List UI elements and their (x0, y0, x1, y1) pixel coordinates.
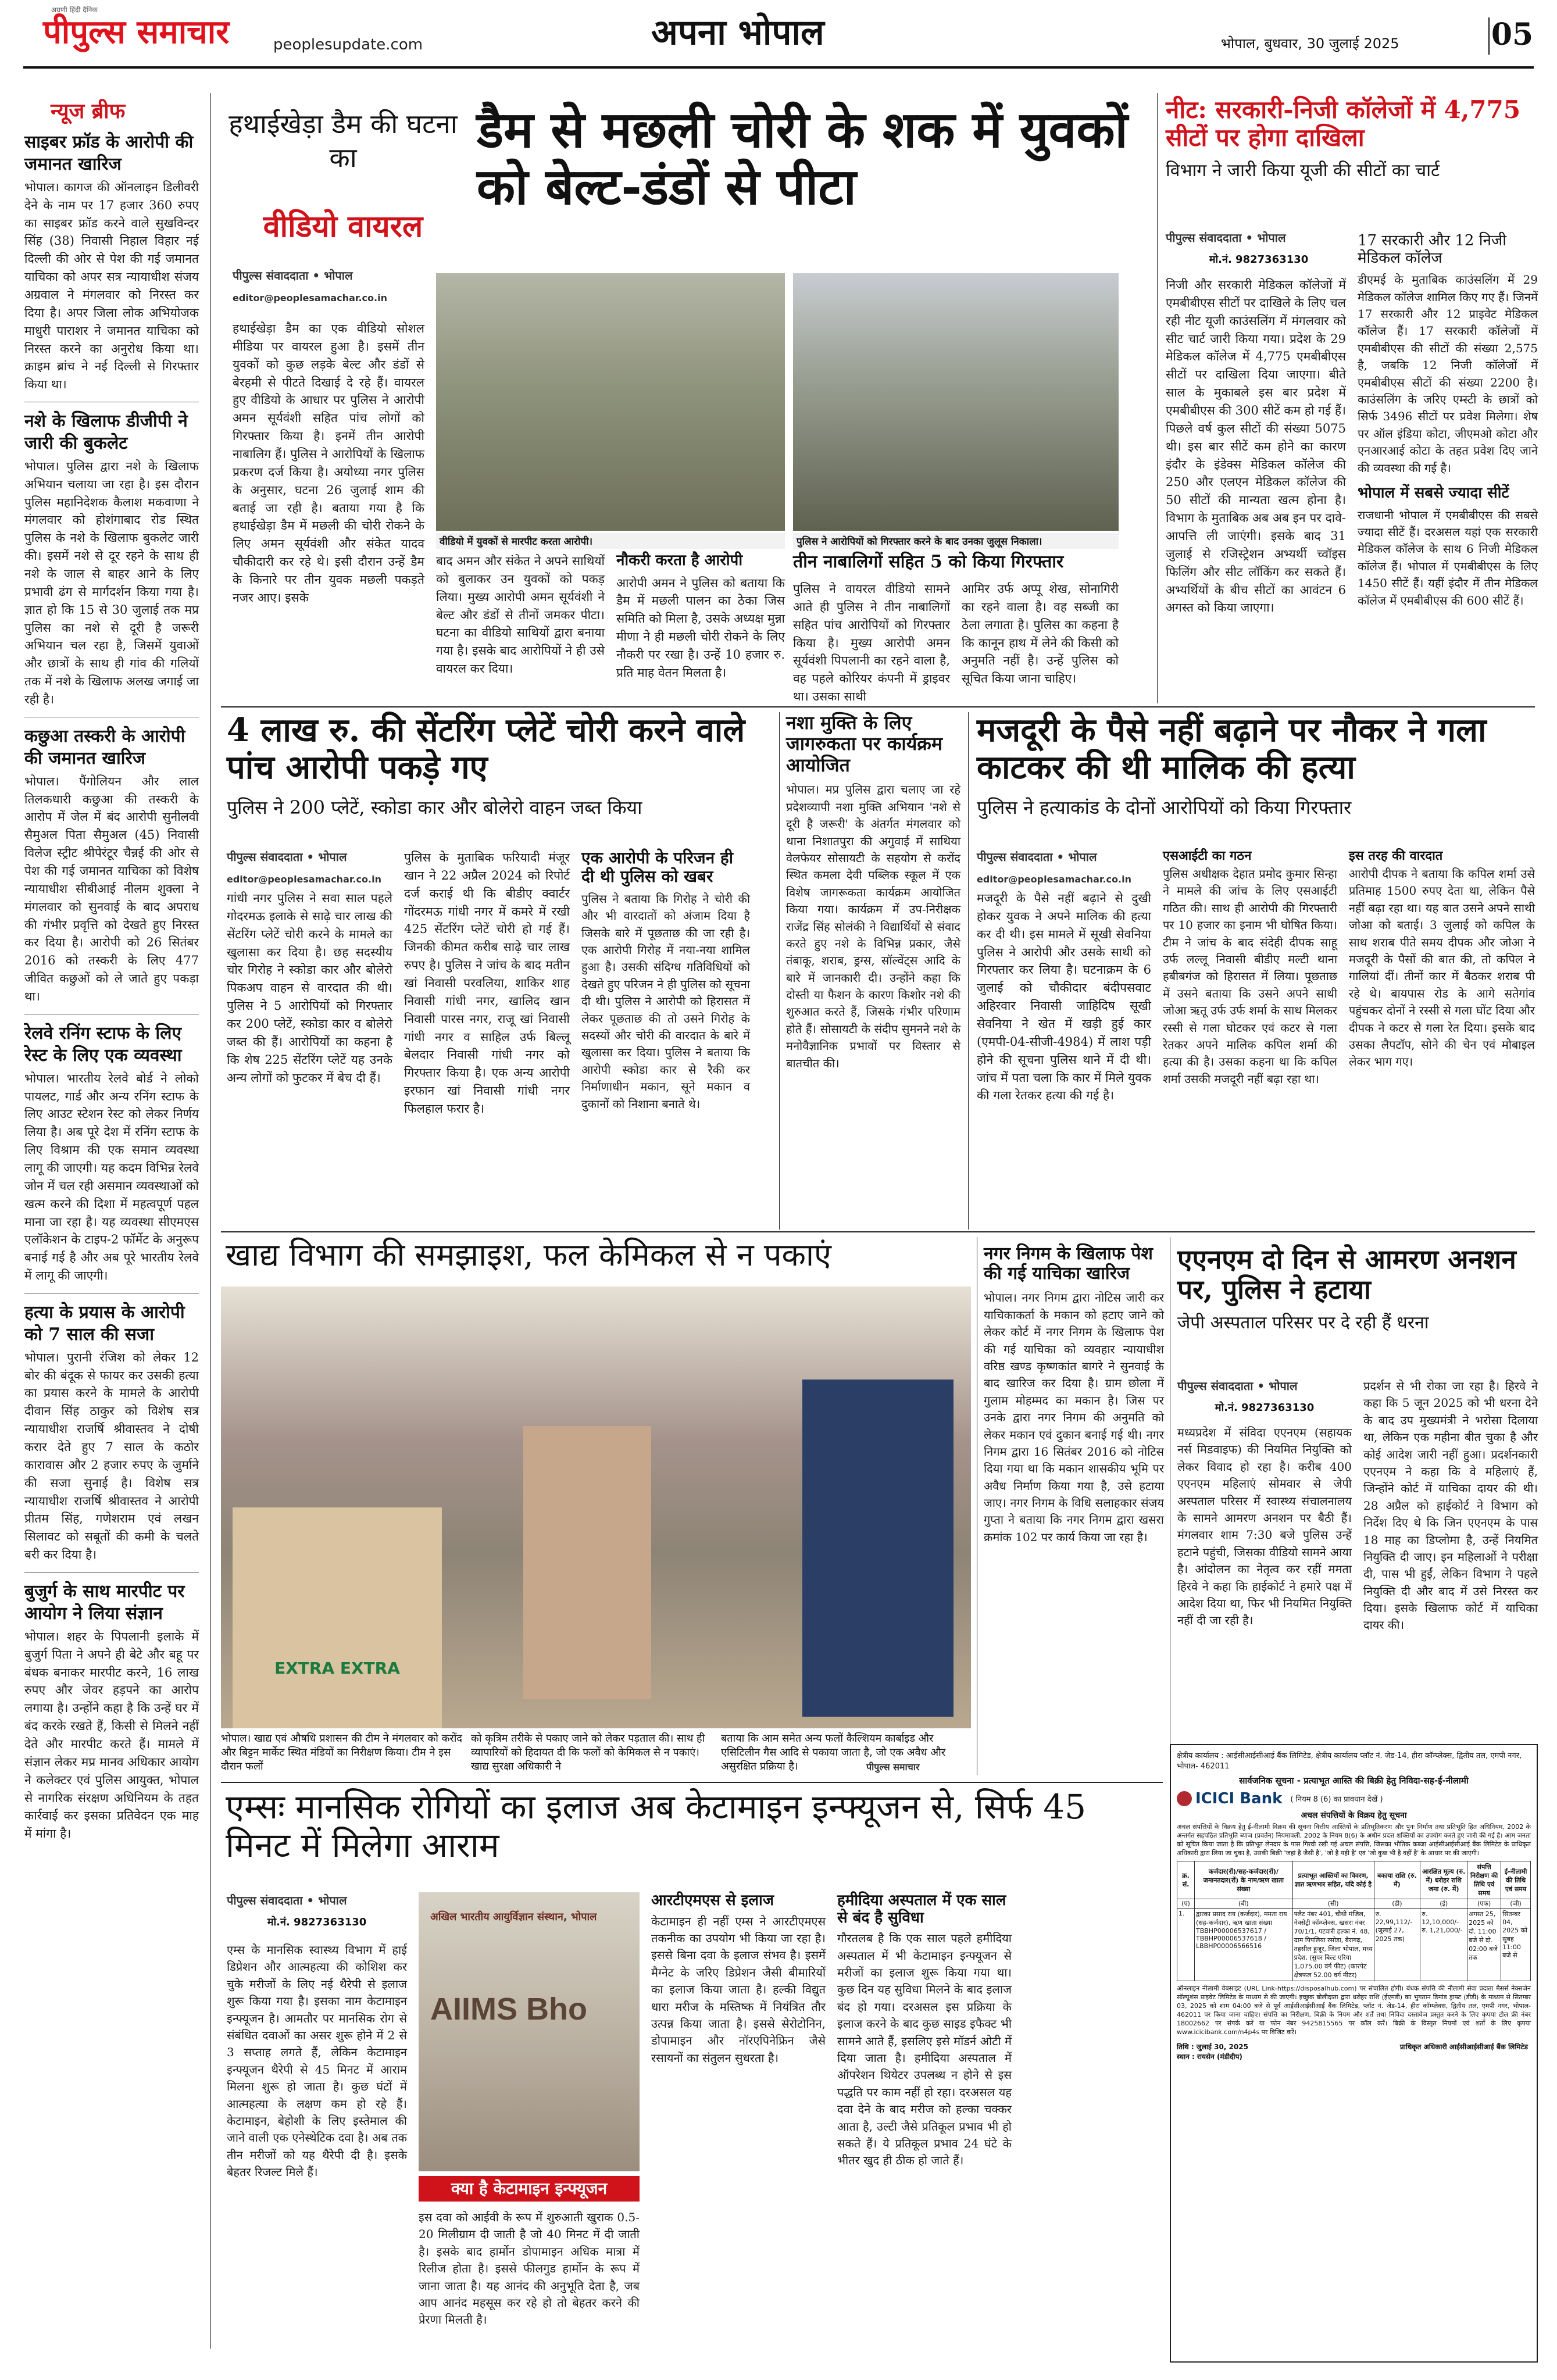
brief-body: भोपाल। शहर के पिपलानी इलाके में बुजुर्ग पिता ने अपने ही बेटे और बहू पर बंधक बनाकर मारपीट करने, 16 लाख रुपए और जेवर हड़पने का आरोप लगाया है। उन्होंने कहा है कि उन्हें घर में बंद करके रखते हैं, किसी से मिलने नहीं देते और मारपीट करते हैं। मामले में संज्ञान लेकर मप्र मानव अधिकार आयोग ने कलेक्टर एवं पुलिस आयुक्त, भोपाल से नागरिक संरक्षण अधिनियम के तहत कार्रवाई कर इसका प्रतिवेदन एक माह में मांगा है। (24, 1629, 199, 1841)
byline (233, 267, 424, 303)
byline-place: भोपाल (318, 850, 347, 864)
photo-aiims-building (419, 1892, 640, 2171)
section-rule (221, 1231, 1535, 1232)
subhead-block (581, 849, 750, 1113)
column-rule (968, 712, 969, 1230)
story-subhead: तीन नाबालिगों सहित 5 को किया गिरफ्तार (793, 552, 1064, 572)
story-servant-murder (977, 712, 1538, 1230)
story-text: गौरतलब है कि एक साल पहले हमीदिया अस्पताल में भी केटामाइन इन्फ्यूजन से मरीजों का इलाज शुरू किया गया था। कुछ दिन यह सुविधा मिलने के बाद इलाज बंद हो गया। दरअसल इस प्रक्रिया के इलाज करने के बाद कुछ साइड इफैक्ट भी सामने आते हैं, इसलिए इसे मॉडर्न ओटी में दिया जाता है। हमीदिया अस्पताल में ऑपरेशन थियेटर उपलब्ध न होने से इस पद्धति पर काम नहीं हो रहा। दरअसल यह दवा देने के बाद मरीज को हल्का चक्कर आता है, उल्टी जैसे प्रतिकूल प्रभाव भी हो सकते हैं। ये प्रतिकूल प्रभाव 24 घंटे के भीतर खुद ही ठीक हो जाते हैं। (837, 1931, 1012, 2168)
story-deck: पुलिस ने 200 प्लेटें, स्कोडा कार और बोलेरो वाहन जब्त किया (227, 796, 642, 819)
subhead-block (1163, 849, 1337, 1088)
news-brief-column (24, 96, 199, 2357)
photo-credit: पीपुल्स समाचार (866, 1761, 920, 1773)
story-headline: नगर निगम के खिलाफ पेश की गई याचिका खारिज (984, 1243, 1153, 1284)
brief-item (24, 131, 199, 394)
brief-title: कछुआ तस्करी के आरोपी की जमानत खारिज (24, 726, 185, 769)
story-text-col: मजदूरी के पैसे नहीं बढ़ाने से दुखी होकर युवक ने अपने मालिक की हत्या कर दी थी। इस मामले में सूखी सेवनिया पुलिस ने आरोपी और उसके साथी को गिरफ्तार कर लिया है। घटनाक्रम के 6 जुलाई को चौकीदार बंदीपसवाट अहिरवार निवासी जाहिदिष सूखी सेवनिया ने खेत में खड़ी हुई कार (एमपी-04-सीजी-4984) में लाश पड़ी होने की सूचना पुलिस थाने में दी थी। जांच में पता चला कि कार में मिले युवक की गला रेतकर हत्या की गई है। (977, 891, 1151, 1103)
byline-author: पीपुल्स संवाददाता • भोपाल (1166, 231, 1286, 245)
website-url[interactable]: peoplesupdate.com (273, 36, 423, 53)
table-header-cell: ई-नीलामी की तिथि एवं समय (1501, 1861, 1531, 1899)
story-aiims-ketamine (221, 1788, 1163, 2363)
story-anm-strike (1177, 1244, 1538, 1773)
brief-item (24, 1581, 199, 1843)
byline-name: पीपुल्स संवाददाता (1177, 1379, 1254, 1393)
photo-video-still (436, 273, 785, 531)
story-text: डीएमई के मुताबिक काउंसलिंग में 29 मेडिकल कॉलेज शामिल किए गए हैं। जिनमें 17 सरकारी और 12 प्राइवेट मेडिकल कॉलेज हैं। 17 सरकारी कॉलेजों में एमबीबीएस की सीटों की संख्या 2,575 है, जबकि 12 निजी कॉलेजों में एमबीबीएस सीटों की संख्या 2200 है। काउंसलिंग के जरिए एम्स्टी के छात्रों को सिर्फ 3496 सीटों पर प्रवेश मिलेगा। शेष पर ऑल इंडिया कोटा, जीएमओ कोटा और एनआरआई कोटा के तहत प्रवेश दिए जाने की व्यवस्था की गई है। (1358, 273, 1538, 475)
brief-item (24, 1023, 199, 1285)
story-subhead: भोपाल में सबसे ज्यादा सीटें (1358, 484, 1509, 502)
byline-mobile: मो.नं. 9827363130 (1209, 253, 1309, 266)
notice-title: सार्वजनिक सूचना - प्रत्याभूत आस्ति की बिक्री हेतु निविदा-सह-ई-नीलामी (1239, 1775, 1469, 1786)
table-cell: फ्लैट नंबर 401, चौथी मंजिल, नेक्सेट्री कॉम्प्लेक्स, खसरा नंबर 70/1/1, पटवारी हल्का नं. 48, ग्राम पिपलिया रसोडा, बैरागढ़, तहसील हुजूर, जिला भोपाल, मध्य प्रदेश, (सुपर बिल्ट एरिया 1,075.00 वर्ग फीट) (कारपेट क्षेत्रफल 52.00 वर्ग मीटर) (1292, 1909, 1374, 1981)
table-cell: रु. 22,99,112/- (जुलाई 27, 2025 तक) (1374, 1909, 1420, 1981)
story-neet-seats (1166, 96, 1538, 703)
bank-name: ICICI Bank (1195, 1790, 1283, 1808)
story-text: भोपाल। मप्र पुलिस द्वारा चलाए जा रहे प्रदेशव्यापी नशा मुक्ति अभियान 'नशे से दूरी है जरूरी' के अंतर्गत मंगलवार को थाना निशातपुरा की अगुवाई में साथिया वेलफेयर सोसायटी के सहयोग से करोंद स्थित कमला देवी पब्लिक स्कूल में एक विशेष जागरूकता कार्यक्रम आयोजित किया गया। कार्यक्रम में उप-निरीक्षक राजेंद्र सिंह सोलंकी ने विद्यार्थियों से संवाद करते हुए नशे के विभिन्न प्रकार, जैसे तंबाकू, शराब, ड्रग्स, सॉल्वेंट्स आदि के बारे में जानकारी दी। उन्होंने कहा कि दोस्ती या फैशन के कारण किशोर नशे की शुरुआत करते हैं, जिसके गंभीर परिणाम होते हैं। सोसायटी के संदीप सुमनने नशे के मनोवैज्ञानिक प्रभावों पर विस्तार से बातचीत की। (786, 782, 960, 1070)
dateline: भोपाल, बुधवार, 30 जुलाई 2025 (1221, 35, 1399, 52)
brief-title: रेलवे रनिंग स्टाफ के लिए रेस्ट के लिए एक व्यवस्था (24, 1023, 182, 1066)
column-rule (1170, 1237, 1171, 1775)
table-cell: (बी) (1195, 1899, 1293, 1909)
notice-signoff (1177, 2042, 1531, 2061)
story-text: आरोपी अमन ने पुलिस को बताया कि डैम में मछली पालन का ठेका जिस समिति को मिला है, उसके अध्यक्ष मुन्ना मीणा ने ही मछली चोरी रोकने के लिए नौकरी पर रखा है। उन्हें 10 हजार रु. प्रति माह वेतन मिलता है। (616, 576, 785, 680)
notice-subtitle: अचल संपत्तियों के विक्रय हेतु सूचना (1301, 1811, 1407, 1821)
column-rule (977, 1237, 978, 1775)
notice-date: तिथि : जुलाई 30, 2025 (1177, 2042, 1248, 2051)
table-cell: 1. (1177, 1909, 1195, 1981)
byline-name: पीपुल्स संवाददाता (1166, 231, 1242, 245)
photo-fruit-inspection (221, 1287, 971, 1728)
byline (227, 849, 401, 885)
brief-title: नशे के खिलाफ डीजीपी ने जारी की बुकलेट (24, 411, 188, 454)
story-text-col: आमिर उर्फ अप्पू शेख, सोनागिरी का रहने वाला है। वह सब्जी का ठेला लगाता है। पुलिस का कहना है कि कानून हाथ में लेने की किसी को अनुमति नहीं है। उन्हें पुलिस को सूचित किया जाना चाहिए। (962, 582, 1119, 686)
notice-intro: अचल संपत्तियों के विक्रय हेतु ई-नीलामी विक्रय की सूचना वित्तीय आस्तियों के प्रतिभूतिकरण और पुनः निर्माण तथा प्रतिभूति हित अधिनियम, 2002 के अन्तर्गत सहपठित प्रतिभूति ब्याज (प्रवर्तन) नियमावली, 2002 के नियम 8(6) के अधीन प्रदत्त शक्तियों का उपयोग करते हुए जारी की गई है। आम जनता को सूचित किया जाता है कि प्रतिभूत लेनदार के पास गिरवी रखी गई अचल संपत्ति, जिसका भौतिक कब्जा आईसीआईसीआई बैंक लिमिटेड के प्राधिकृत अधिकारी द्वारा लिया जा चुका है, उसकी बिक्री 'जहां है जैसी है', 'जो है यही है' एवं 'जो कुछ भी है वहीं है' के आधार पर की जाएगी। (1177, 1823, 1531, 1857)
byline-place: भोपाल (318, 1893, 347, 1907)
table-cell: रु. 12,10,000/- रु. 1,21,000/- (1420, 1909, 1467, 1981)
brief-body: भोपाल। पुलिस द्वारा नशे के खिलाफ अभियान चलाया जा रहा है। इस दौरान पुलिस महानिदेशक कैलाश मकवाणा ने मंगलवार को होशंगाबाद रोड स्थित पुलिस के नशे के खिलाफ बुकलेट जारी की। इसमें नशे से दूर रहने के साथ ही नशे के जाल से बाहर आने के लिए प्रभावी ढंग से मार्गदर्शन किया गया है। ज्ञात हो कि 15 से 30 जुलाई तक मप्र पुलिस का नशे से दूरी है जरूरी अभियान चल रहा है, जिसमें युवाओं और छात्रों के साथ ही गांव की गलियों तक में नशे के खिलाफ अलख जगाई जा रही है। (24, 459, 199, 707)
news-brief-label: न्यूज ब्रीफ (51, 99, 126, 123)
story-subhead: एसआईटी का गठन (1163, 848, 1252, 863)
section-title-text: अपना भोपाल (651, 12, 824, 53)
byline-author: पीपुल्स संवाददाता • भोपाल (233, 269, 353, 283)
table-index-row (1177, 1899, 1531, 1909)
masthead-rule (23, 66, 1534, 69)
byline-email[interactable]: editor@peoplesamachar.co.in (977, 874, 1131, 885)
table-header-cell: प्रत्याभूत आस्तियों का विवरण, ज्ञात ऋणभार सहित, यदि कोई है (1292, 1861, 1374, 1899)
table-cell: (जी) (1501, 1899, 1531, 1909)
story-text-col: गांधी नगर पुलिस ने सवा साल पहले गोदरमऊ इलाके से साढ़े चार लाख की सेंटरिंग प्लेटें चोरी करने के मामले का खुलासा कर दिया है। छह सदस्यीय चोर गिरोह ने स्कोडा कार और बोलेरो पिकअप वाहन से वारदात की थी। पुलिस ने 5 आरोपियों को गिरफ्तार कर 200 प्लेटें, स्कोडा कार व बोलेरो जब्त की हैं। आरोपियों का कहना है कि शेष 225 सेंटरिंग प्लेटें यह उनके अन्य लोगों को फुटकर में बेच दी हैं। (227, 891, 392, 1085)
brief-body: भोपाल। पुरानी रंजिश को लेकर 12 बोर की बंदूक से फायर कर उसकी हत्या का प्रयास करने के मामले के आरोपी दीवान सिंह ठाकुर को विशेष सत्र न्यायाधीश राजर्षि श्रीवास्तव ने दोषी करार देते हुए 7 साल के कठोर कारावास और 2 हजार रुपए के जुर्माने की सजा सुनाई है। विशेष सत्र न्यायाधीश राजर्षि श्रीवास्तव ने आरोपी प्रीतम सिंह, गणेशराम एवं लखन सिलावट को सबूतों की कमी के चलते बरी कर दिया है। (24, 1350, 199, 1562)
photo-caption: पुलिस ने आरोपियों को गिरफ्तार करने के बाद उनका जुलूस निकाला। (793, 533, 1119, 549)
story-headline: नशा मुक्ति के लिए जागरुकता पर कार्यक्रम आयोजित (786, 712, 942, 776)
story-subhead: इस तरह की वारदात (1349, 848, 1443, 863)
brief-title: बुजुर्ग के साथ मारपीट पर आयोग ने लिया संज्ञान (24, 1581, 185, 1624)
table-header-cell: आरक्षित मूल्य (रु. में) धरोहर राशि जमा (रु. में) (1420, 1861, 1467, 1899)
brief-body: भोपाल। कागज की ऑनलाइन डिलीवरी देने के नाम पर 17 हजार 360 रुपए का साइबर फ्रॉड करने वाले सुखविन्दर सिंह (38) निवासी निहाल विहार नई दिल्ली की ओर से पेश की गई जमानत याचिका को अपर सत्र न्यायाधीश संजय अग्रवाल ने मंगलवार को निरस्त कर दिया है। अपर जिला लोक अभियोजक माधुरी पाराशर ने जमानत याचिका को निरस्त करने का अनुरोध किया था। क्राइम ब्रांच ने नई दिल्ली से गिरफ्तार किया था। (24, 180, 199, 392)
byline-place: भोपाल (1269, 1379, 1298, 1393)
story-food-dept (221, 1237, 971, 1775)
newspaper-logo: पीपुल्स समाचार (43, 13, 230, 51)
notice-place: स्थान : रायसेन (मंडीदीप) (1177, 2052, 1242, 2061)
photo-caption: वीडियो में युवकों से मारपीट करता आरोपी। (436, 533, 785, 549)
byline-author: पीपुल्स संवाददाता • भोपाल (977, 850, 1097, 864)
byline-place: भोपाल (1257, 231, 1286, 245)
story-headline: डैम से मछली चोरी के शक में युवकों को बेल्ट-डंडों से पीटा (477, 101, 1128, 217)
inspector-figure (802, 1380, 954, 1717)
story-subhead: हमीदिया अस्पताल में एक साल से बंद है सुविधा (837, 1892, 1006, 1927)
story-text: पुलिस अधीक्षक देहात प्रमोद कुमार सिन्हा ने मामले की जांच के लिए एसआईटी गठित की। साथ ही आरोपी की गिरफ्तारी पर 10 हजार का इनाम भी घोषित किया। टीम ने जांच के बाद संदेही दीपक साहू उर्फ लल्लू निवासी बीडीए मल्टी थाना हबीबगंज को हिरासत में लिया। पूछताछ में उसने बताया कि उसने अपने साथी जोआ ऋतू उर्फ उर्फ शर्मा के साथ मिलकर रस्सी से गला घोटकर एवं कटर से गला रेतकर अपने मालिक कपिल शर्मा की हत्या की है। उसका कहना था कि कपिल शर्मा उसकी मजदूरी नहीं बढ़ा रहा था। (1163, 867, 1337, 1086)
table-header-row (1177, 1861, 1531, 1899)
story-centering-plates (221, 712, 756, 1230)
story-kicker: हथाईखेड़ा डैम की घटना का (228, 108, 458, 173)
brief-list (24, 131, 199, 1843)
table-header-cell: कर्जदार(रों)/सह-कर्जदार(रों)/ जमानतदार(रों) के नाम/ऋण खाता संख्या (1195, 1861, 1293, 1899)
brief-item (24, 1302, 199, 1564)
table-cell: द्वारका प्रसाद राय (कर्जदार), ममता राय (सह-कर्जदार), ऋण खाता संख्या TBBHP00006537617 / TBBHP00006537618 / LBBHP00006566516 (1195, 1909, 1293, 1981)
byline-name: पीपुल्स संवाददाता (227, 1893, 303, 1907)
story-deck: पुलिस ने हत्याकांड के दोनों आरोपियों को किया गिरफ्तार (977, 796, 1352, 819)
notice-footer: ऑनलाइन नीलामी वेबसाइट (URL Link-https://disposalhub.com) पर संचालित होगी। बंधक संपत्ति की नीलामी सेवा प्रदाता मैसर्स नेक्सजेन सॉल्यूशंस प्राइवेट लिमिटेड के माध्यम से की जाएगी। इच्छुक बोलीदाता द्वारा धरोहर राशि (ईएमडी) का भुगतान डिमांड ड्राफ्ट (डीडी) के माध्यम से सितम्बर 03, 2025 को शाम 04:00 बजे से पूर्व आईसीआईसीआई बैंक लिमिटेड, प्लॉट नं. जेड-14, हीरा कॉम्प्लेक्स, द्वितीय तल, एमपी नगर, भोपाल- 462011 पर किया जाना चाहिए। संपत्ति का निरीक्षण, बिक्री के नियम और शर्तें तथा निविदा दस्तावेज प्रस्तुत करने के लिए कृपया टोल फ्री नंबर 18002662 पर संपर्क करें या फोन नंबर 9425815565 पर कॉल करें। बिक्री के विस्तृत नियमों एवं शर्तों के लिए कृपया www.icicibank.com/n4p4s पर विजिट करें। (1177, 1985, 1531, 2036)
aiims-sign: AIIMS Bho (430, 1992, 587, 2027)
photo-arrest-procession (793, 273, 1119, 531)
icici-logo (1177, 1790, 1282, 1807)
byline-name: पीपुल्स संवाददाता (233, 269, 309, 283)
byline-mobile: मो.नं. 9827363130 (1215, 1402, 1315, 1414)
icici-logo-icon (1177, 1791, 1192, 1806)
byline-author: पीपुल्स संवाददाता • भोपाल (1177, 1379, 1298, 1393)
table-cell: अगस्त 25, 2025 को दो. 11:00 बजे से दो. 02:00 बजे तक (1467, 1909, 1501, 1981)
brief-title: साइबर फ्रॉड के आरोपी की जमानत खारिज (24, 132, 194, 175)
icici-auction-notice (1170, 1744, 1538, 2363)
section-rule (221, 706, 1535, 707)
story-text: भोपाल। नगर निगम द्वारा नोटिस जारी कर याचिकाकर्ता के मकान को हटाए जाने को लेकर कोर्ट में नगर निगम के खिलाफ पेश की गई याचिका को व्यवहार न्यायाधीश वरिष्ठ खण्ड कृष्णकांत बागरे ने सुनवाई के बाद खारिज कर दिया है। ग्राम छोला में गुलाम मोहम्मद का मकान है। जिस पर उनके द्वारा नगर निगम की अनुमति को लेकर मकान एवं दुकान बनाई गई थी। नगर निगम द्वारा 16 सितंबर 2016 को नोटिस दिया गया था कि मकान शासकीय भूमि पर अवैध निर्माण किया गया है, उसे हटाया जाए। नगर निगम के विधि सलाहकार संजय गुप्ता ने बताया कि नगर निगम द्वारा खसरा क्रमांक 102 पर कार्य किया जा रहा है। (984, 1291, 1164, 1544)
divider (24, 1572, 199, 1573)
photo-caption: को कृत्रिम तरीके से पकाए जाने को लेकर पड़ताल की। साथ ही व्यापारियों को हिदायत दी कि फलों को केमिकल से न पकाएं। खाद्य सुरक्षा अधिकारी ने (471, 1732, 705, 1773)
story-text: राजधानी भोपाल में एमबीबीएस की सबसे ज्यादा सीटें हैं। दरअसल यहां एक सरकारी मेडिकल कॉलेज के साथ 6 निजी मेडिकल कॉलेज हैं। भोपाल में एमबीबीएस के लिए 1450 सीटें हैं। यहीं इंदौर में तीन मेडिकल कॉलेज में एमबीबीएस की 600 सीटें हैं। (1358, 508, 1538, 607)
story-nagar-nigam (984, 1244, 1164, 1773)
info-box-title: क्या है केटामाइन इन्फ्यूजन (419, 2176, 640, 2202)
story-dam-assault (221, 96, 1151, 703)
story-text-col: बाद अमन और संकेत ने अपने साथियों को बुलाकर उन युवकों को पकड़ लिया। मुख्य आरोपी अमन सूर्यवंशी ने बेल्ट और डंडों से तीनों जमकर पीटा। घटना का वीडियो साथियों द्वारा बनाया गया है। इसके बाद आरोपियों ने ही उसे वायरल कर दिया। (436, 554, 605, 676)
byline-mobile: मो.नं. 9827363130 (267, 1916, 367, 1928)
brief-body: भोपाल। भारतीय रेलवे बोर्ड ने लोको पायलट, गार्ड और अन्य रनिंग स्टाफ के लिए आउट स्टेशन रेस्ट को लेकर निर्णय लिया है। अब पूरे देश में रनिंग स्टाफ के लिए विश्राम की एक समान व्यवस्था लागू की जाएगी। यह कदम विभिन्न रेलवे जोन में चल रही असमान व्यवस्थाओं को खत्म करने की दिशा में महत्वपूर्ण पहल माना जा रहा है। यह व्यवस्था सीएमएस एलॉकेशन के टाइप-2 फॉर्मेट के अनुरूप बनाई गई है और अब पूरे भारतीय रेलवे में लागू की जाएगी। (24, 1071, 199, 1283)
notice-date-place (1177, 2042, 1248, 2061)
story-headline: नीट: सरकारी-निजी कॉलेजों में 4,775 सीटों पर होगा दाखिला (1166, 95, 1521, 152)
column-rule (1157, 93, 1158, 703)
crate-label: EXTRA EXTRA (274, 1659, 400, 1678)
story-text-col: इस दवा को आईवी के रूप में शुरुआती खुराक 0.5-20 मिलीग्राम दी जाती है जो 40 मिनट में दी जाती है। इसके बाद हार्मोन डोपामाइन अधिक मात्रा में रिलीज होता है। इससे फीलगुड हार्मोन के रूप में जाना जाता है। यह आनंद की अनुभूति देता है, जब आप आनंद महसूस कर रहे हो तो बेहतर करने की प्रेरणा मिलती है। (419, 2210, 640, 2327)
story-text-col: एम्स के मानसिक स्वास्थ्य विभाग में हाई डिप्रेशन और आत्महत्या की कोशिश कर चुके मरीजों के लिए नई थैरेपी से इलाज शुरू किया गया है। इसका नाम केटामाइन इन्फ्यूजन है। आमतौर पर मानसिक रोग से संबंधित दवाओं का असर शुरू होने में 2 से 3 सप्ताह लगते हैं, लेकिन केटामाइन इन्फ्यूजन थैरेपी से 45 मिनट में आराम मिलना शुरू हो जाता है। कुछ घंटों में आत्महत्या के लक्षण कम हो रहे हैं। केटामाइन, बेहोशी के लिए इस्तेमाल की जाने वाली एक एनेस्थेटिक दवा है। अब तक तीन मरीजों को यह थैरेपी दी है। इसके बेहतर रिजल्ट मिले हैं। (227, 1943, 407, 2179)
story-subhead: आरटीएमएस से इलाज (651, 1892, 774, 1909)
brief-item (24, 726, 199, 1006)
brief-item (24, 410, 199, 709)
brief-title: हत्या के प्रयास के आरोपी को 7 साल की सजा (24, 1302, 185, 1345)
byline-place: भोपाल (1068, 850, 1097, 864)
photo-caption: भोपाल। खाद्य एवं औषधि प्रशासन की टीम ने मंगलवार को करोंद और बिट्टन मार्केट स्थित मंडियों का निरीक्षण किया। टीम ने इस दौरान फलों (221, 1732, 462, 1773)
story-text-col: पुलिस ने वायरल वीडियो सामने आते ही पुलिस ने तीन नाबालिगों सहित पांच आरोपियों को गिरफ्तार किया है। मुख्य आरोपी अमन सूर्यवंशी पिपलानी का रहने वाला है, वह पहले कोरियर कंपनी में ड्राइवर था। उसका साथी (793, 582, 950, 704)
story-headline: एम्सः मानसिक रोगियों का इलाज अब केटामाइन इन्फ्यूजन से, सिर्फ 45 मिनट में मिलेगा आराम (226, 1787, 1087, 1866)
story-headline: एएनएम दो दिन से आमरण अनशन पर, पुलिस ने हटाया (1177, 1243, 1516, 1306)
byline-name: पीपुल्स संवाददाता (227, 850, 303, 864)
table-header-cell: बकाया राशि (रु. में) (1374, 1861, 1420, 1899)
masthead-tagline: अग्रणी हिंदी दैनिक (51, 6, 98, 14)
table-cell: (एफ) (1467, 1899, 1501, 1909)
subhead-block (616, 552, 785, 682)
story-subhead: एक आरोपी के परिजन ही दी थी पुलिस को खबर (581, 848, 734, 886)
byline (1177, 1378, 1352, 1414)
table-header-cell: संपत्ति निरीक्षण की तिथि एवं समय (1467, 1861, 1501, 1899)
fruit-crates (233, 1507, 442, 1728)
byline-email[interactable]: editor@peoplesamachar.co.in (233, 292, 387, 303)
subhead-block (793, 552, 1119, 704)
story-text-col: मध्यप्रदेश में संविदा एएनएम (सहायक नर्स मिडवाइफ) की नियमित नियुक्ति को लेकर विवाद हो रहा है। करीब 400 एएनएम महिलाएं सोमवार से जेपी अस्पताल परिसर में स्वास्थ्य संचालनालय के सामने आमरण अनशन पर बैठी हैं। मंगलवार शाम 7:30 बजे पुलिस उन्हें हटाने पहुंची, जिसका वीडियो सामने आया है। आंदोलन का नेतृत्व कर रहीं ममता हिरवे ने कहा कि हाईकोर्ट ने हमारे पक्ष में आदेश दिया था, फिर भी नियमित नियुक्ति नहीं दी जा रही है। (1177, 1425, 1352, 1628)
column-rule (779, 712, 780, 1230)
auction-table (1177, 1861, 1531, 1981)
story-text-col: प्रदर्शन से भी रोका जा रहा है। हिरवे ने कहा कि 5 जून 2025 को भी धरना देने के बाद उप मुख्यमंत्री ने भरोसा दिलाया था, लेकिन एक महीना बीत चुका है और कोई आदेश जारी नहीं हुआ। प्रदर्शनकारी एएनएम ने कहा कि वे महिलाएं हैं, जिन्होंने कोर्ट में याचिका दायर की थी। 28 अप्रैल को हाईकोर्ट ने विभाग को निर्देश दिए थे कि जिन एएनएम के पास 18 माह का डिप्लोमा है, उन्हें नियमित नियुक्ति दी जाए। इन महिलाओं ने परीक्षा दी, पास भी हुईं, लेकिन विभाग ने पहले नियुक्ति दी और बाद में उसे निरस्त कर दिया। इसके खिलाफ कोर्ट में याचिका दायर की। (1363, 1379, 1538, 1632)
masthead (0, 0, 1557, 69)
byline-name: पीपुल्स संवाददाता (977, 850, 1053, 864)
byline-author: पीपुल्स संवाददाता • भोपाल (227, 1893, 347, 1907)
table-header-cell: क्र. सं. (1177, 1861, 1195, 1899)
story-drug-awareness (786, 712, 960, 1230)
byline-email[interactable]: editor@peoplesamachar.co.in (227, 874, 381, 885)
table-cell: सितम्बर 04, 2025 को सुबह 11:00 बजे से (1501, 1909, 1531, 1981)
story-headline: मजदूरी के पैसे नहीं बढ़ाने पर नौकर ने गला काटकर की थी मालिक की हत्या (977, 711, 1487, 787)
table-cell: (ए) (1177, 1899, 1195, 1909)
photo-caption: बताया कि आम समेत अन्य फलों कैल्शियम कार्बाइड और एसिटिलीन गैस आदि से पकाया जाता है, जो एक अवैध और असुरक्षित प्रक्रिया है। (721, 1732, 946, 1773)
story-headline: 4 लाख रु. की सेंटरिंग प्लेटें चोरी करने वाले पांच आरोपी पकड़े गए (227, 711, 745, 787)
inspector-figure (523, 1426, 651, 1699)
story-text-col: निजी और सरकारी मेडिकल कॉलेजों में एमबीबीएस सीटों पर दाखिले के लिए चल रही नीट यूजी काउंसलिंग में मंगलवार को सीट चार्ट जारी किया गया। प्रदेश के 29 मेडिकल कॉलेज में 4,775 एमबीबीएस सीटों पर दाखिला दिया जाएगा। बीते साल के मुकाबले इस बार प्रदेश में एमबीबीएस की 300 सीटें कम हो गई हैं। पिछले वर्ष कुल सीटों की संख्या 5075 थी। इस बार सीटें कम होने का कारण इंदौर के इंडेक्स मेडिकल कॉलेज की 250 और एलएन मेडिकल कॉलेज की 50 सीटों की मान्यता खत्म होना है। विभाग के मुताबिक अब अब इन पर दावे-आपत्ति ली जाएंगी। इसके बाद 31 जुलाई से रजिस्ट्रेशन अभ्यर्थी च्वॉइस फिलिंग और सीट लॉकिंग कर सकते हैं। अभ्यर्थियों के बीच सीटों का आवंटन 6 अगस्त को किया जाएगा। (1166, 278, 1346, 615)
story-subhead: 17 सरकारी और 12 निजी मेडिकल कॉलेज (1358, 232, 1506, 267)
byline-place: भोपाल (324, 269, 353, 283)
story-subhead: नौकरी करता है आरोपी (616, 552, 743, 569)
column-rule (210, 93, 212, 2349)
brief-body: भोपाल। पैंगोलियन और लाल तिलकधारी कछुआ की तस्करी के आरोप में जेल में बंद आरोपी सुनीलवी सैमुअल पिता सैमुअल (45) निवासी विलेज स्ट्रीट श्रीपेरंटूर चैन्नई की ओर से पेश की गई जमानत याचिका को विशेष न्यायाधीश सीबीआई नीलम शुक्ला ने मंगलवार को सुनवाई के बाद अपराध की गंभीर प्रवृत्ति को देखते हुए निरस्त कर दिया है। आरोपी को 26 सितंबर 2016 को तस्करी के लिए 477 जीवित कछुओं को ले जाते हुए पकड़ा था। (24, 774, 199, 1003)
story-deck: विभाग ने जारी किया यूजी की सीटों का चार्ट (1166, 160, 1440, 181)
notice-header (1177, 1790, 1531, 1807)
byline (1166, 230, 1352, 266)
byline (977, 849, 1157, 885)
story-text: केटामाइन ही नहीं एम्स ने आरटीएमएस तकनीक का उपयोग भी किया जा रहा है। इससे बिना दवा के इलाज संभव है। इसमें मैग्नेट के जरिए डिप्रेशन जैसी बीमारियों का इलाज किया जाता है। हल्की विद्युत धारा मरीज के मस्तिष्क में नियंत्रित तौर उत्पन्न किया जाता है। इससे सेरोटोनिन, डोपामाइन और नॉरएपिनेफ्रिन जैसे रसायनों का संतुलन सुधरता है। (651, 1914, 826, 2065)
notice-rule: ( नियम 8 (6) का प्रावधान देखें ) (1290, 1795, 1383, 1804)
story-text-col: हथाईखेड़ा डैम का एक वीडियो सोशल मीडिया पर वायरल हुआ है। इसमें तीन युवकों को कुछ लड़के बेल्ट और डंडों से बेरहमी से पीटते दिखाई दे रहे हैं। वायरल हुए वीडियो के आधार पर पुलिस ने आरोपी अमन सूर्यवंशी सहित पांच लोगों को गिरफ्तार किया है। इनमें तीन आरोपी नाबालिग हैं। पुलिस ने आरोपियों के खिलाफ प्रकरण दर्ज किया है। अयोध्या नगर पुलिस के अनुसार, घटना 26 जुलाई शाम की बताई जा रही है। बताया गया है कि हथाईखेड़ा डैम में मछली की चोरी रोकने के लिए अमन सूर्यवंशी और संकेत यादव चौकीदारी कर रहे थे। इसी दौरान उन्हें डैम के किनारे पर तीन युवक मछली पकड़ते नजर आए। इसके (233, 321, 424, 605)
table-cell: (डी) (1374, 1899, 1420, 1909)
section-rule (221, 1782, 1163, 1783)
story-text-col: पुलिस के मुताबिक फरियादी मंजूर खान ने 22 अप्रैल 2024 को रिपोर्ट दर्ज कराई थी कि बीडीए क्वार्टर गोंदरमऊ गांधी नगर में कमरे में रखी 425 सेंटरिंग प्लेटें चोरी हो गई हैं। जिनकी कीमत करीब साढ़े चार लाख रुपए है। पुलिस ने जांच के बाद मतीन खां निवासी परवलिया, शाकिर शाह निवासी गांधी नगर, खालिद खान निवासी पारस नगर, राजू खां निवासी गांधी नगर व साहिल उर्फ बिल्लू बेलदार निवासी गांधी नगर को गिरफ्तार किया है। एक अन्य आरोपी इरफान खां निवासी गांधी नगर फिलहाल फरार है। (404, 850, 570, 1116)
story-headline: खाद्य विभाग की समझाइश, फल केमिकल से न पकाएं (226, 1237, 831, 1273)
story-text: आरोपी दीपक ने बताया कि कपिल शर्मा उसे प्रतिमाह 1500 रुपए देता था, लेकिन पैसे नहीं बढ़ा रहा था। यह बात उसने अपने साथी जोआ को बताई। 3 जुलाई को कपिल के साथ शराब पीते समय दीपक और जोआ ने मजदूरी के पैसों की बात की, तो कपिल ने गालियां दीं। तीनों कार में बैठकर शराब पी रहे थे। बायपास रोड के आगे सतेगांव पहुंचकर दोनों ने रस्सी से गला घोंट दिया और दीपक ने कटर से गला रेत दिया। इसके बाद उसका लैपटॉप, सोने की चेन एवं मोबाइल लेकर भाग गए। (1349, 867, 1535, 1069)
table-row (1177, 1909, 1531, 1981)
byline-author: पीपुल्स संवाददाता • भोपाल (227, 850, 347, 864)
subhead-block (837, 1892, 1012, 2170)
table-cell: (सी) (1292, 1899, 1374, 1909)
table-cell: (ई) (1420, 1899, 1467, 1909)
hindi-sign: अखिल भारतीय आयुर्विज्ञान संस्थान, भोपाल (430, 1911, 597, 1923)
viral-video-tag: वीडियो वायरल (263, 209, 423, 244)
page-number: 05 (1488, 17, 1535, 55)
notice-signatory: प्राधिकृत अधिकारी आईसीआईसीआई बैंक लिमिटेड (1399, 2042, 1529, 2051)
subhead-block (1349, 849, 1535, 1071)
subhead-block (1358, 233, 1538, 609)
section-title (651, 13, 824, 52)
subhead-block (651, 1892, 826, 2067)
story-deck: जेपी अस्पताल परिसर पर दे रही हैं धरना (1177, 1312, 1429, 1333)
notice-office: क्षेत्रीय कार्यालय : आईसीआईसीआई बैंक लिमिटेड, क्षेत्रीय कार्यालय प्लॉट नं. जेड-14, हीरा कॉम्प्लेक्स, द्वितीय तल, एमपी नगर, भोपाल- 462011 (1177, 1752, 1522, 1771)
byline (227, 1892, 407, 1929)
story-text: पुलिस ने बताया कि गिरोह ने चोरी की और भी वारदातों को अंजाम दिया है जिसके बारे में पूछताछ की जा रही है। एक आरोपी गिरोह में नया-नया शामिल हुआ है। उसकी संदिग्ध गतिविधियों को देखते हुए परिजन ने ही पुलिस को सूचना दी थी। पुलिस ने आरोपी को हिरासत में लेकर पूछताछ की तो उसने गिरोह के सदस्यों और चोरी की वारदात के बारे में खुलासा कर दिया। पुलिस ने बताया कि आरोपी स्कोडा कार से रैकी कर निर्माणाधीन मकान, सूने मकान व दुकानों को निशाना बनाते थे। (581, 891, 750, 1111)
